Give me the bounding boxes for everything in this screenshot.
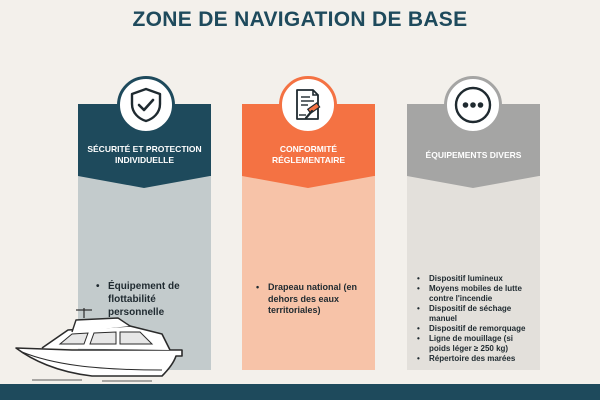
column-heading: SÉCURITÉ ET PROTECTION INDIVIDUELLE — [78, 104, 211, 176]
heading-notch — [407, 176, 539, 188]
more-dots-icon — [444, 76, 502, 134]
item-list — [256, 282, 367, 317]
column-compliance — [242, 104, 375, 370]
item-list — [417, 274, 534, 364]
column-heading: ÉQUIPEMENTS DIVERS — [407, 104, 540, 176]
page-title: ZONE DE NAVIGATION DE BASE — [132, 8, 468, 31]
list-item: • Dispositif de remorquage — [417, 324, 534, 334]
list-item: • Équipement de flottabilité personnelle — [96, 280, 211, 319]
column-misc-equipment — [407, 104, 540, 370]
shield-check-icon — [117, 76, 175, 134]
document-gavel-icon — [279, 76, 337, 134]
column-body — [242, 176, 375, 370]
list-item: • Moyens mobiles de lutte contre l'incendie — [417, 284, 534, 304]
heading-notch — [78, 176, 210, 188]
list-item: • Ligne de mouillage (si poids léger ≥ 250 kg) — [417, 334, 534, 354]
list-item: • Dispositif de séchage manuel — [417, 304, 534, 324]
heading-notch — [242, 176, 374, 188]
footer-bar — [0, 384, 600, 400]
boat-illustration — [12, 304, 192, 384]
list-item: • Répertoire des marées — [417, 354, 534, 364]
column-heading: CONFORMITÉ RÉGLEMENTAIRE — [242, 104, 375, 176]
column-body — [407, 176, 540, 370]
list-item: • Drapeau national (en dehors des eaux territoriales) — [256, 282, 367, 317]
list-item: • Dispositif lumineux — [417, 274, 534, 284]
